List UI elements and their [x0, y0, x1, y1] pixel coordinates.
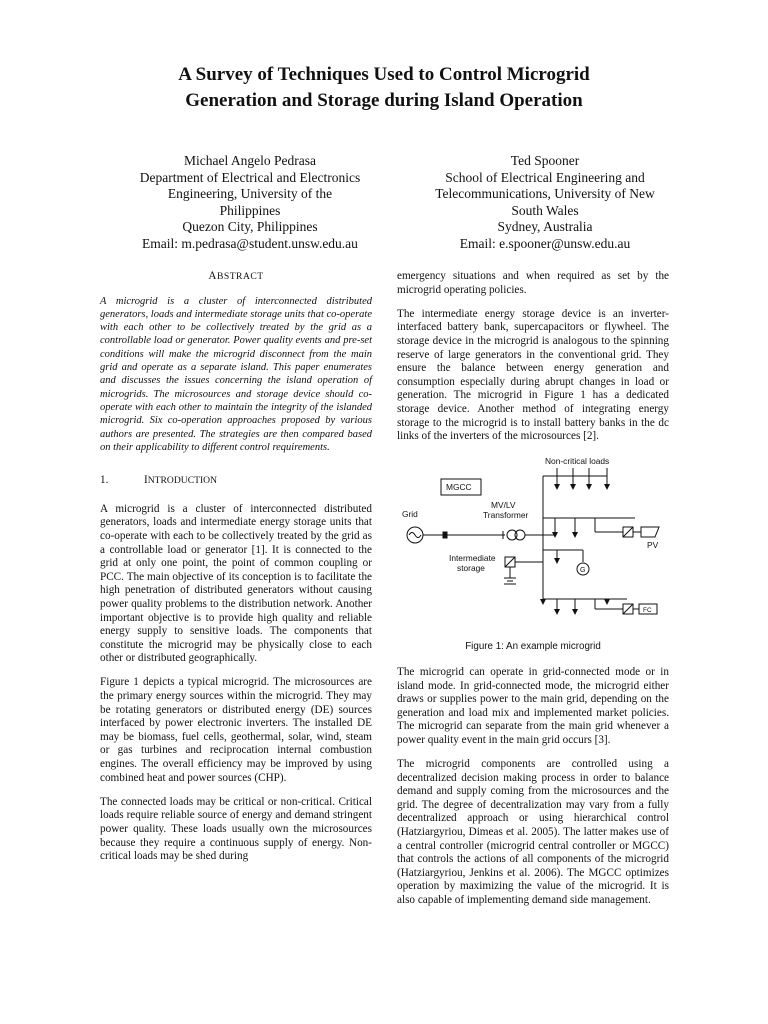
author-block-2: [395, 153, 695, 253]
author-affiliation: South Wales: [511, 202, 579, 218]
section-heading-introduction: 1. INTRODUCTION: [100, 474, 218, 487]
right-column: [397, 270, 669, 918]
microgrid-diagram-svg: [397, 454, 669, 634]
author-block-1: [100, 153, 400, 253]
figure-caption: Figure 1: An example microgrid: [465, 641, 601, 653]
author-name: Ted Spooner: [510, 153, 580, 168]
label-transformer-1: MV/LV: [491, 500, 516, 511]
author-name: Michael Angelo Pedrasa: [184, 153, 316, 168]
body-paragraph: emergency situations and when required as set by the microgrid operating policies.: [397, 270, 669, 296]
label-fc: FC: [643, 607, 652, 615]
label-pv: PV: [647, 540, 659, 551]
author-location: Sydney, Australia: [497, 219, 593, 235]
label-mgcc: MGCC: [446, 482, 472, 493]
author-email: Email: m.pedrasa@student.unsw.edu.au: [142, 235, 358, 251]
intro-paragraph: A microgrid is a cluster of interconnected distributed generators, loads and intermediate energy storage units that co-operate with each to be collectively treated by the grid as a controllable load or generator [1]. It is connected to the grid at only one point, the point of common coupling or PCC. The main objective of its conception is to facilitate the high penetration of distributed generators without causing power quality problems to the distribution network. Another important objective is to provide high quality and reliable energy supply to sensitive loads. The components that constitute the microgrid may be physically close to each other or distributed geographically.: [100, 502, 372, 665]
author-affiliation: School of Electrical Engineering and: [445, 169, 645, 185]
figure-microgrid-diagram: [397, 454, 669, 634]
label-generator: G: [580, 567, 586, 575]
label-grid: Grid: [402, 509, 418, 520]
author-affiliation: Telecommunications, University of New: [435, 186, 655, 202]
body-paragraph: The microgrid can operate in grid-connected mode or in island mode. In grid-connected mode, the microgrid either draws or supplies power to the main grid, depending on the generation and load mix and implemented market policies. The microgrid can separate from the main grid whenever a power quality event in the main grid occurs [3].: [397, 665, 669, 746]
body-paragraph: The intermediate energy storage device is an inverter-interfaced battery bank, supercapacitors or flywheel. The storage device in the microgrid is analogous to the spinning reserve of large generators in the conventional grid. They ensure the balance between energy generation and consumption especially during abrupt changes in load or generation. The microgrid in Figure 1 has a dedicated storage device. Another method of integrating energy storage to the microgrid is to install battery banks in the dc links of the inverters of the microsources [2].: [397, 307, 669, 443]
author-email: Email: e.spooner@unsw.edu.au: [459, 235, 631, 251]
label-noncritical-loads: Non-critical loads: [545, 456, 610, 467]
author-affiliation: Department of Electrical and Electronics: [139, 169, 361, 185]
author-affiliation: Engineering, University of the: [167, 186, 333, 202]
author-affiliation: Philippines: [219, 202, 281, 218]
author-location: Quezon City, Philippines: [182, 219, 318, 235]
label-storage-1: Intermediate: [449, 553, 496, 564]
paper-title: [0, 62, 768, 114]
abstract-text: A microgrid is a cluster of interconnected distributed generators, loads and intermediate storage units that co-operate with each other to be collectively treated by the grid as a controllable load or generator. Power quality events and pre-set conditions will make the microgrid disconnect from the main grid and operate as a separate island. This paper enumerates and discusses the issues concerning the island operation of microgrids. The microsources and storage device should co-operate with each other to maintain the integrity of the islanded microgrid. Six co-operation approaches proposed by various authors are presented. The strategies are then compared based on their applicability to different control requirements.: [100, 295, 372, 453]
left-column: [100, 270, 372, 874]
abstract-heading: ABSTRACT: [208, 270, 264, 282]
label-transformer-2: Transformer: [483, 510, 529, 521]
label-storage-2: storage: [457, 563, 485, 574]
title-line-1: A Survey of Techniques Used to Control Microgrid: [178, 64, 590, 85]
pv-panel: [641, 527, 659, 537]
body-paragraph: The microgrid components are controlled using a decentralized decision making process in order to balance demand and supply coming from the microsources and the grid. The degree of decentralization may vary from a fully decentralized approach or using hierarchical control (Hatziargyriou, Dimeas et al. 2005). The latter makes use of a central controller (microgrid central controller or MGCC) that controls the actions of all components of the microgrid (Hatziargyriou, Jenkins et al. 2006). The MGCC optimizes operation by maximizing the value of the microgrid. It is also capable of implementing demand side management.: [397, 758, 669, 906]
title-line-2: Generation and Storage during Island Operation: [185, 90, 583, 111]
intro-paragraph: The connected loads may be critical or non-critical. Critical loads require reliable source of energy and demand stringent power quality. These loads usually own the microsources because they require a continuous supply of energy. Non-critical loads may be shed during: [100, 795, 372, 863]
intro-paragraph: Figure 1 depicts a typical microgrid. The microsources are the primary energy sources within the microgrid. They may be rotating generators or distributed energy (DE) sources interfaced by power electronic inverters. The installed DE may be biomass, fuel cells, geothermal, solar, wind, steam or gas turbines and reciprocation internal combustion engines. The overall efficiency may be improved by using combined heat and power sources (CHP).: [100, 676, 372, 784]
